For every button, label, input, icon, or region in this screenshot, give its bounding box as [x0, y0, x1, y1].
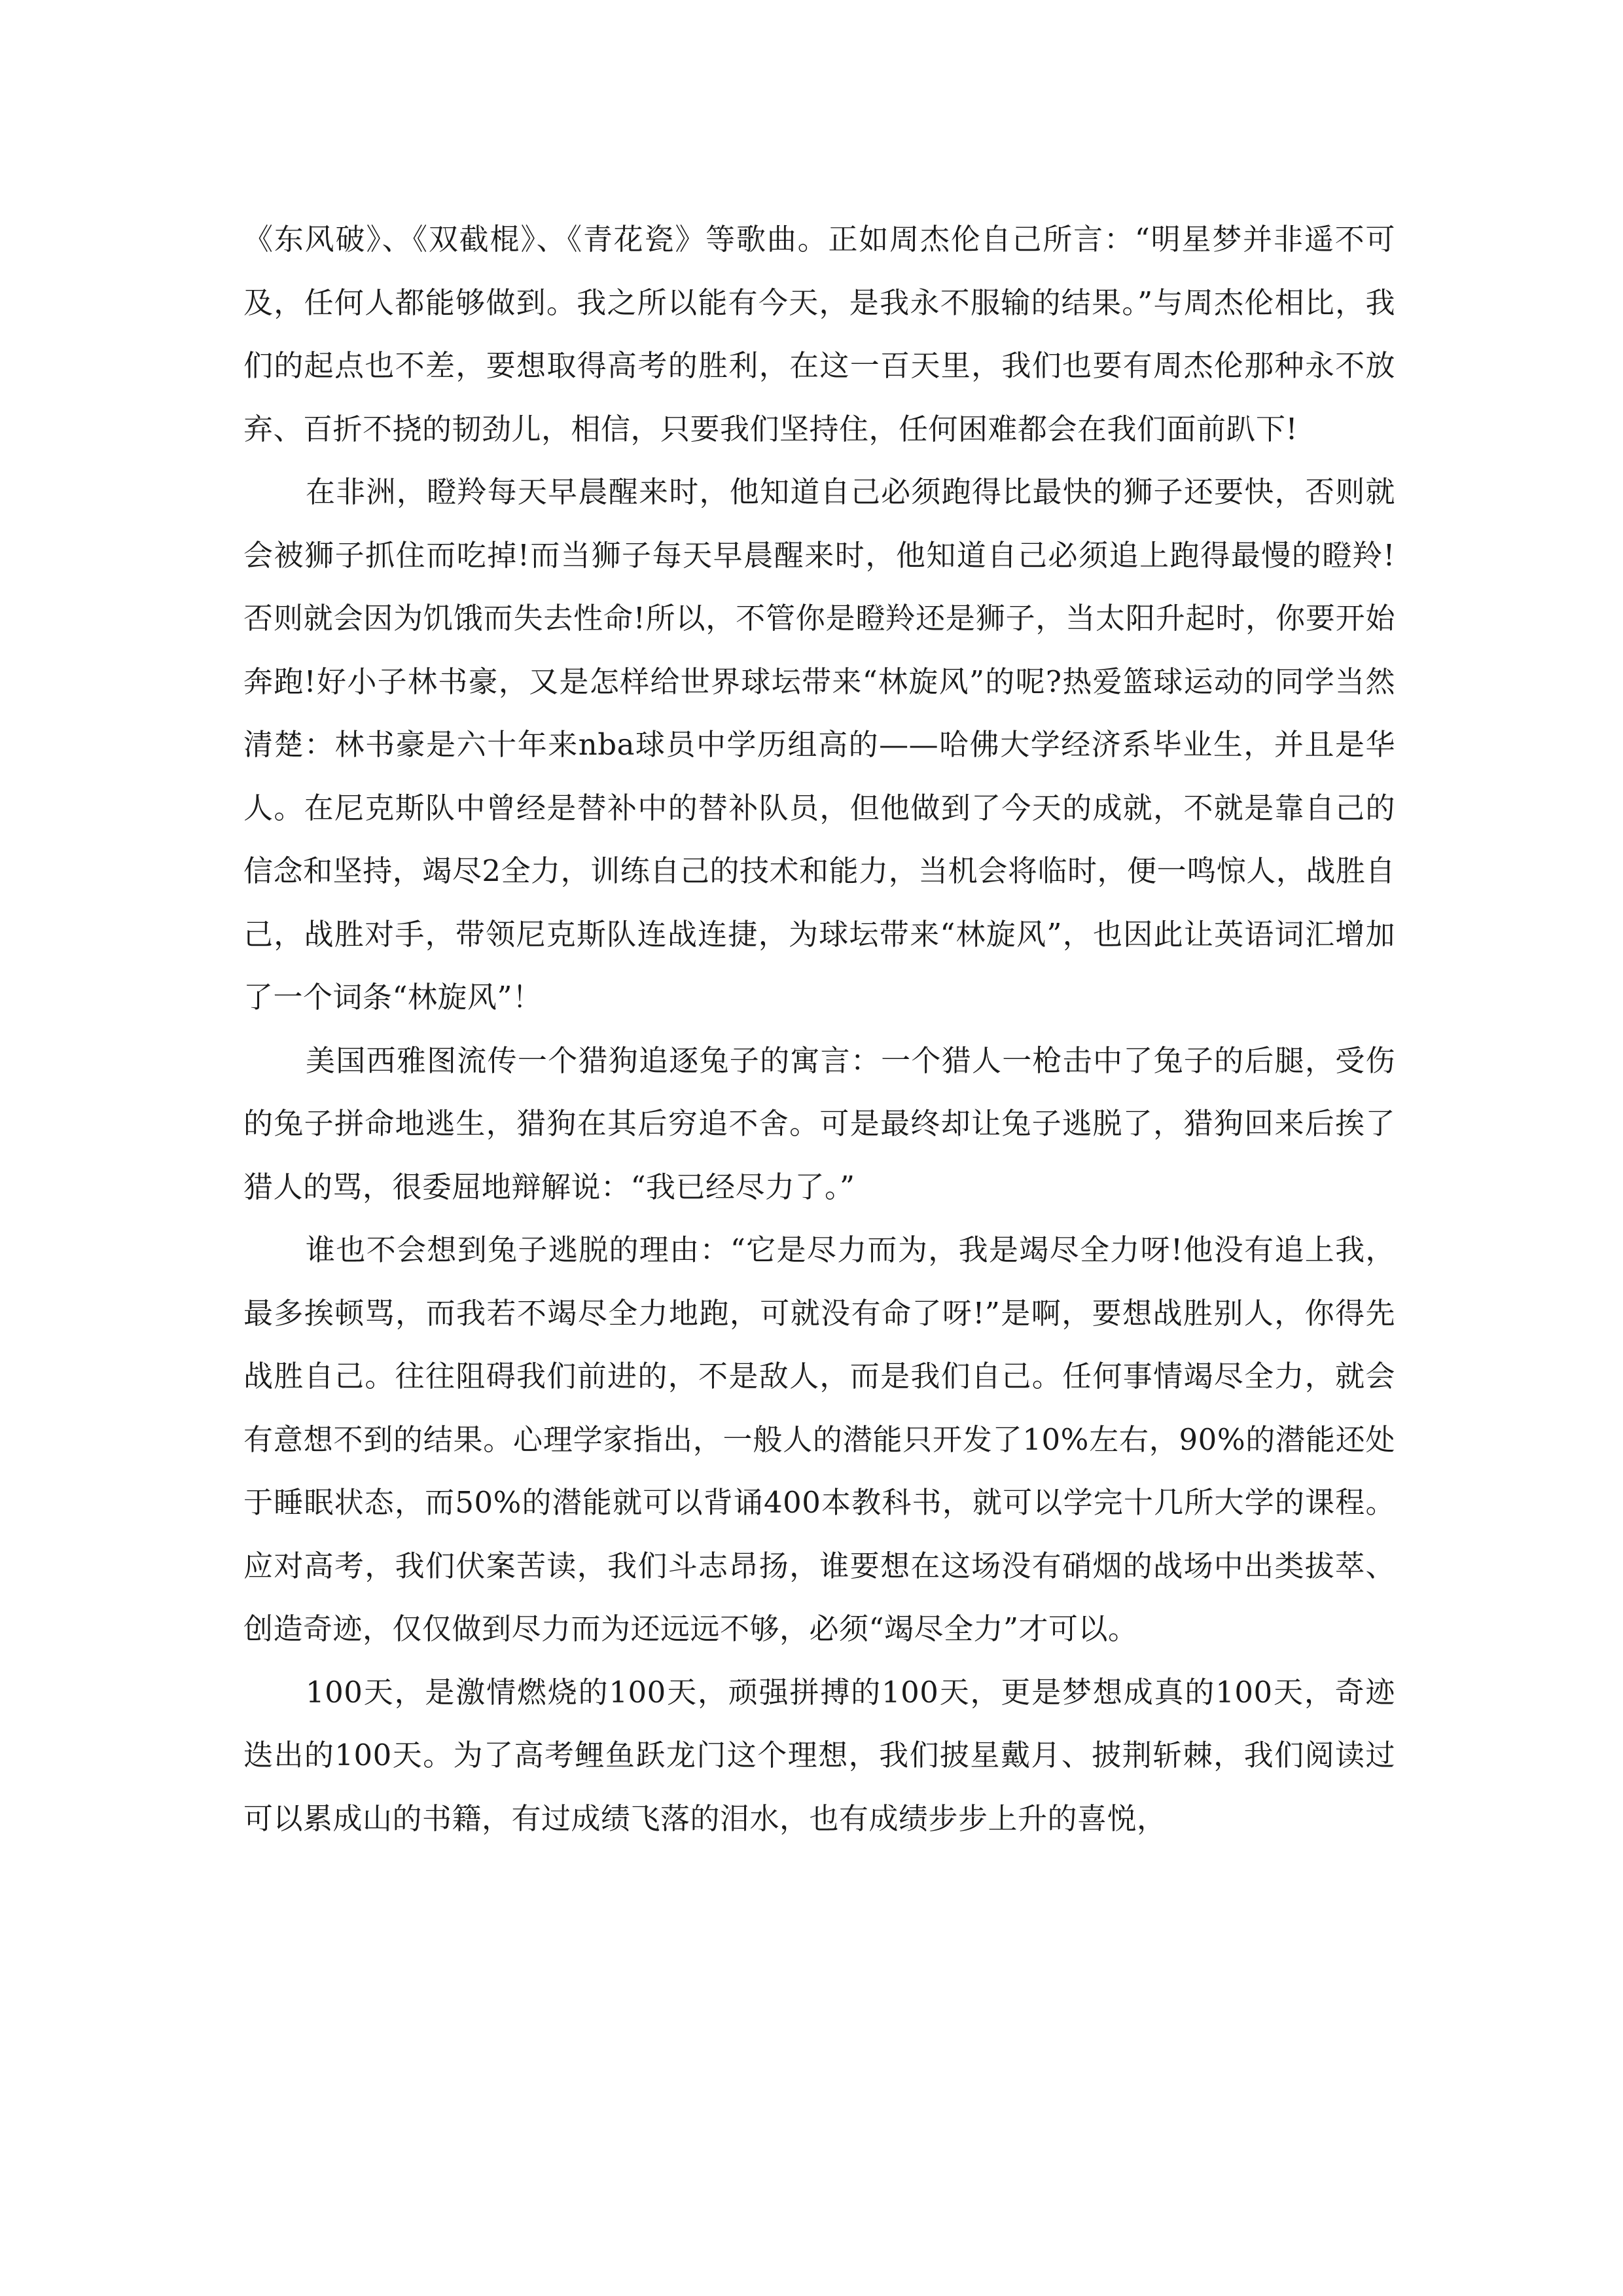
paragraph-5: 100天，是激情燃烧的100天，顽强拼搏的100天，更是梦想成真的100天，奇迹迭出的100天。为了高考鲤鱼跃龙门这个理想，我们披星戴月、披荆斩棘，我们阅读过可以累成山的书籍，有过成绩飞落的泪水，也有成绩步步上升的喜悦， [243, 1674, 1395, 1836]
paragraph-1: 《东风破》、《双截棍》、《青花瓷》等歌曲。正如周杰伦自己所言：“明星梦并非遥不可及，任何人都能够做到。我之所以能有今天，是我永不服输的结果。”与周杰伦相比，我们的起点也不差，要想取得高考的胜利，在这一百天里，我们也要有周杰伦那种永不放弃、百折不挠的韧劲儿，相信，只要我们坚持住，任何困难都会在我们面前趴下! [243, 222, 1395, 446]
document-body [243, 208, 1395, 1850]
paragraph-2: 在非洲，瞪羚每天早晨醒来时，他知道自己必须跑得比最快的狮子还要快，否则就会被狮子抓住而吃掉!而当狮子每天早晨醒来时，他知道自己必须追上跑得最慢的瞪羚!否则就会因为饥饿而失去性命!所以，不管你是瞪羚还是狮子，当太阳升起时，你要开始奔跑!好小子林书豪，又是怎样给世界球坛带来“林旋风”的呢?热爱篮球运动的同学当然清楚：林书豪是六十年来nba球员中学历组高的——哈佛大学经济系毕业生，并且是华人。在尼克斯队中曾经是替补中的替补队员，但他做到了今天的成就，不就是靠自己的信念和坚持，竭尽2全力，训练自己的技术和能力，当机会将临时，便一鸣惊人，战胜自己，战胜对手，带领尼克斯队连战连捷，为球坛带来“林旋风”，也因此让英语词汇增加了一个词条“林旋风”！ [243, 475, 1395, 1014]
paragraph-4: 谁也不会想到兔子逃脱的理由：“它是尽力而为，我是竭尽全力呀!他没有追上我，最多挨顿骂，而我若不竭尽全力地跑，可就没有命了呀!”是啊，要想战胜别人，你得先战胜自己。往往阻碍我们前进的，不是敌人，而是我们自己。任何事情竭尽全力，就会有意想不到的结果。心理学家指出，一般人的潜能只开发了10%左右，90%的潜能还处于睡眠状态，而50%的潜能就可以背诵400本教科书，就可以学完十几所大学的课程。应对高考，我们伏案苦读，我们斗志昂扬，谁要想在这场没有硝烟的战场中出类拔萃、创造奇迹，仅仅做到尽力而为还远远不够，必须“竭尽全力”才可以。 [243, 1232, 1395, 1646]
paragraph-3: 美国西雅图流传一个猎狗追逐兔子的寓言：一个猎人一枪击中了兔子的后腿，受伤的兔子拼命地逃生，猎狗在其后穷追不舍。可是最终却让兔子逃脱了，猎狗回来后挨了猎人的骂，很委屈地辩解说：“我已经尽力了。” [243, 1043, 1395, 1204]
